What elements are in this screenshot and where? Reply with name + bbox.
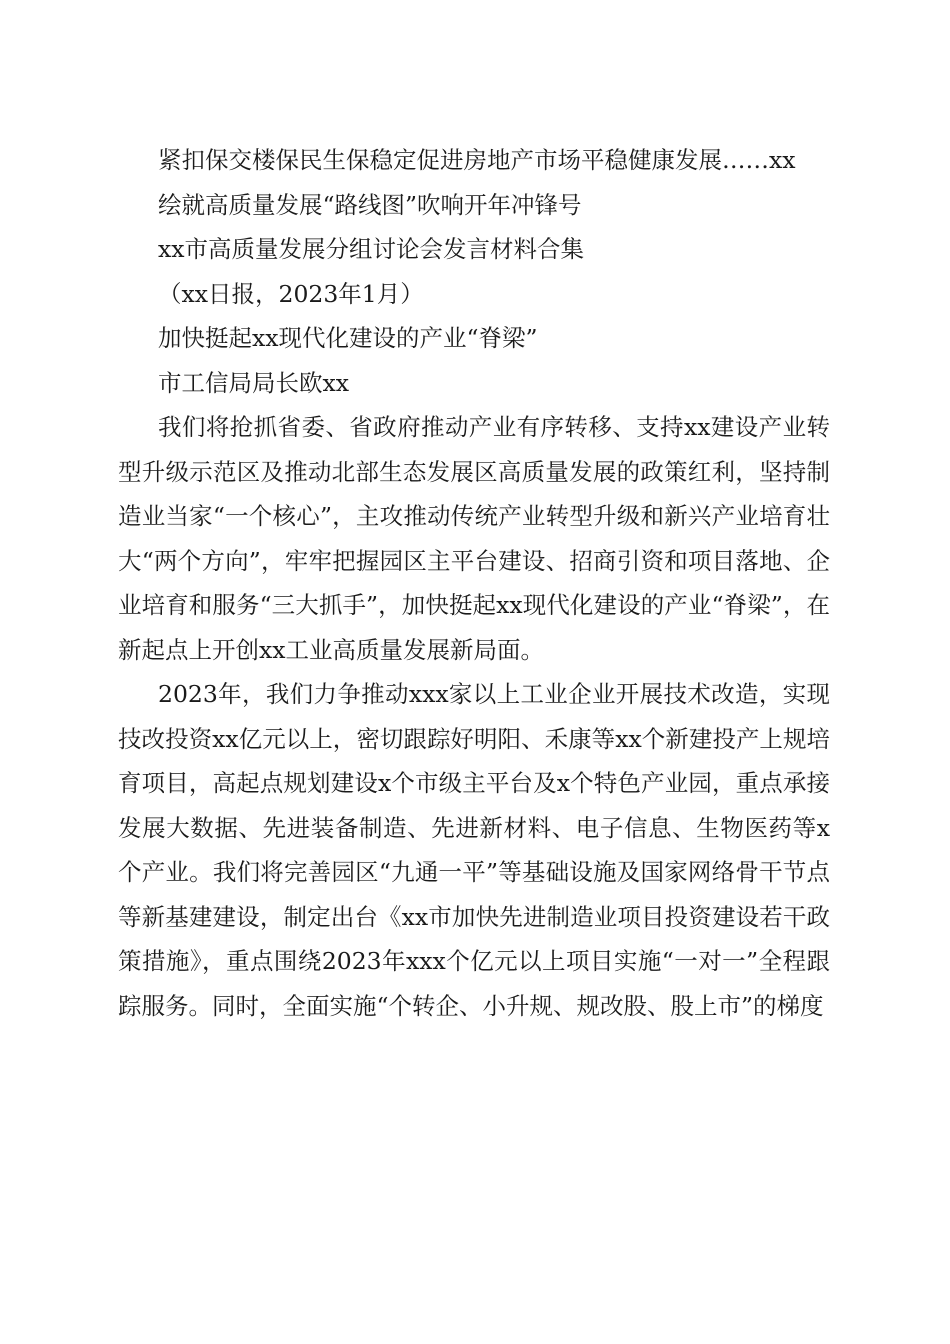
collection-title: xx市高质量发展分组讨论会发言材料合集 [158,235,585,263]
body-paragraph-2: 2023年，我们力争推动xxx家以上工业企业开展技术改造，实现技改投资xx亿元以上，密切跟踪好明阳、禾康等xx个新建投产上规培育项目，高起点规划建设x个市级主平台及x个特色产业园，重点承接发展大数据、先进装备制造、先进新材料、电子信息、生物医药等x个产业。我们将完善园区“九通一平”等基础设施及国家网络骨干节点等新基建建设，制定出台《xx市加快先进制造业项目投资建设若干政策措施》，重点围绕2023年xxx个亿元以上项目实施“一对一”全程跟踪服务。同时，全面实施“个转企、小升规、规改股、股上市”的梯度 [118,680,830,1020]
source-note: （xx日报，2023年1月） [158,279,424,308]
body-paragraph-1: 我们将抢抓省委、省政府推动产业有序转移、支持xx建设产业转型升级示范区及推动北部生态发展区高质量发展的政策红利，坚持制造业当家“一个核心”，主攻推动传统产业转型升级和新兴产业培育壮大“两个方向”，牢牢把握园区主平台建设、招商引资和项目落地、企业培育和服务“三大抓手”，加快挺起xx现代化建设的产业“脊梁”，在新起点上开创xx工业高质量发展新局面。 [118,413,830,664]
article-author: 市工信局局长欧xx [158,368,350,397]
toc-entry-roadmap: 绘就高质量发展“路线图”吹响开年冲锋号 [158,190,582,219]
article-title: 加快挺起xx现代化建设的产业“脊梁” [158,324,538,352]
document-page [118,138,830,1028]
toc-entry-housing-market: 紧扣保交楼保民生保稳定促进房地产市场平稳健康发展……xx [158,146,796,174]
